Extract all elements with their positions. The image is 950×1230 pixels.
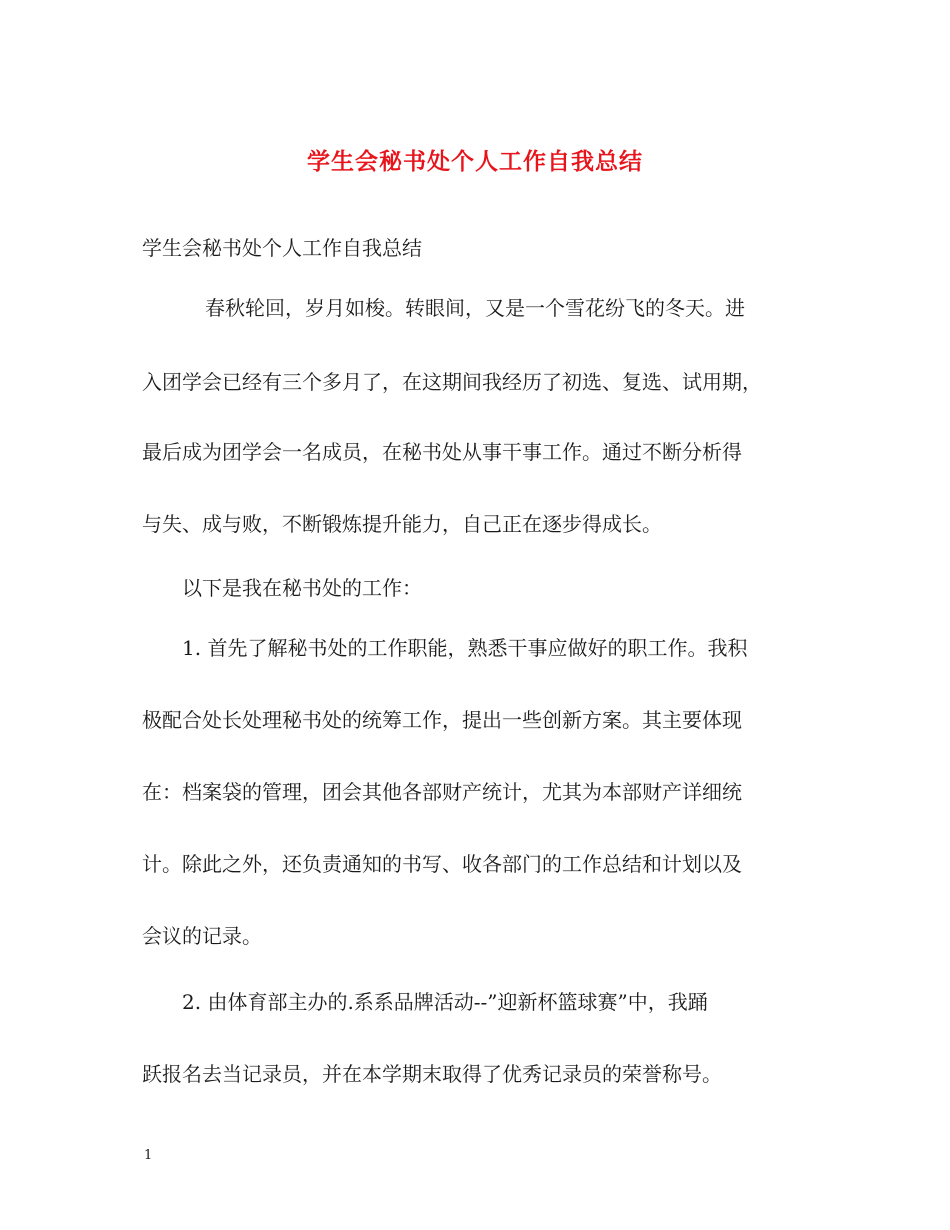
document-title: 学生会秘书处个人工作自我总结 <box>307 148 643 175</box>
paragraph-1-line-2: 入团学会已经有三个多月了，在这期间我经历了初选、复选、试用期， <box>142 370 762 394</box>
paragraph-1-line-4: 与失、成与败，不断锻炼提升能力，自己正在逐步得成长。 <box>142 512 662 536</box>
subtitle-line: 学生会秘书处个人工作自我总结 <box>142 236 422 260</box>
list-item-1-line-2: 极配合处长处理秘书处的统筹工作，提出一些创新方案。其主要体现 <box>142 708 742 732</box>
list-item-1-line-1: 1. 首先了解秘书处的工作职能，熟悉干事应做好的职工作。我积 <box>182 636 748 660</box>
list-item-1-line-5: 会议的记录。 <box>142 924 262 948</box>
list-item-2-line-2: 跃报名去当记录员，并在本学期末取得了优秀记录员的荣誉称号。 <box>142 1062 722 1086</box>
page-number: 1 <box>144 1148 153 1163</box>
list-item-1-line-3: 在：档案袋的管理，团会其他各部财产统计，尤其为本部财产详细统 <box>142 780 742 804</box>
paragraph-1-line-3: 最后成为团学会一名成员，在秘书处从事干事工作。通过不断分析得 <box>142 440 742 464</box>
paragraph-1-line-1: 春秋轮回，岁月如梭。转眼间，又是一个雪花纷飞的冬天。进 <box>205 296 745 320</box>
paragraph-2-line-1: 以下是我在秘书处的工作： <box>182 576 422 600</box>
list-item-2-line-1: 2. 由体育部主办的.系系品牌活动--”迎新杯篮球赛”中，我踊 <box>182 990 708 1014</box>
list-item-1-line-4: 计。除此之外，还负责通知的书写、收各部门的工作总结和计划以及 <box>142 852 742 876</box>
